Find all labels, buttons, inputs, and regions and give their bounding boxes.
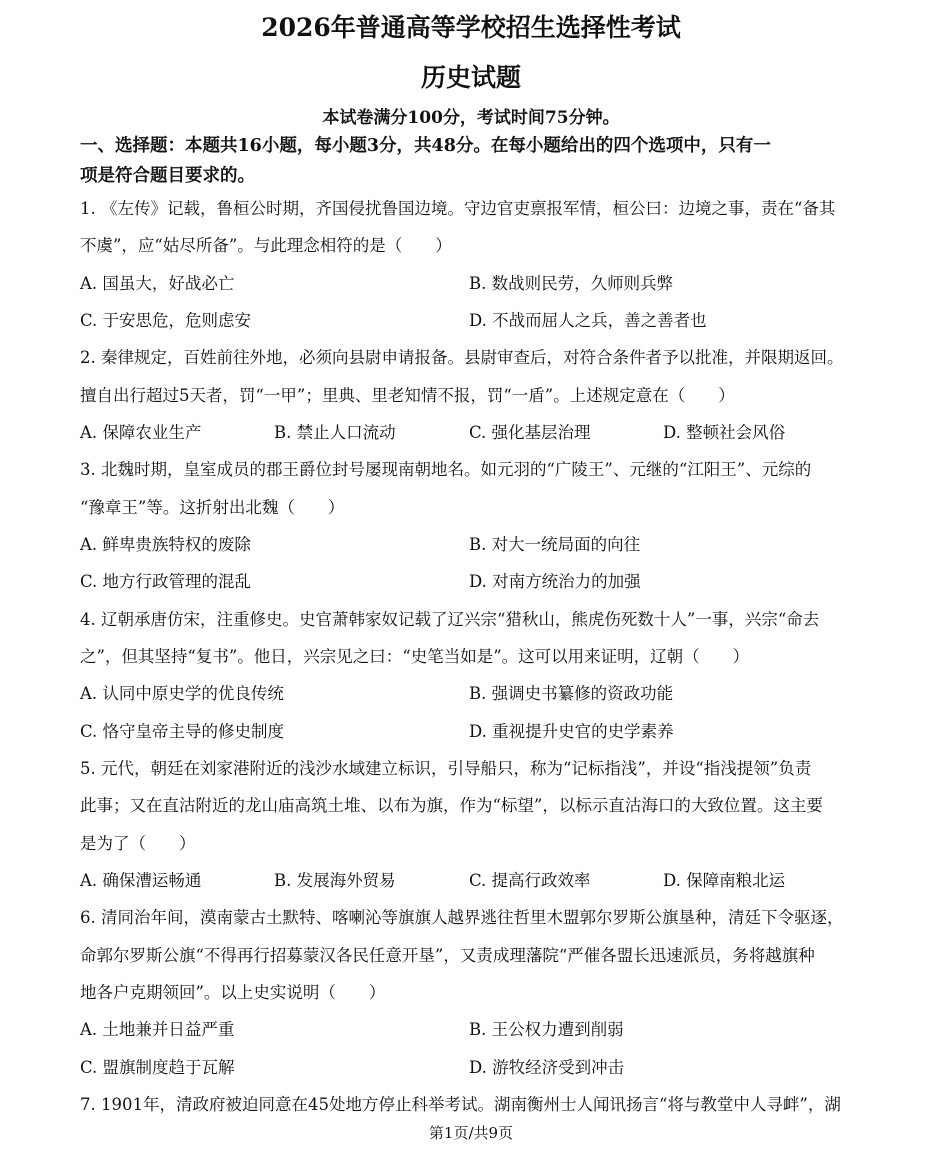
question-1-option-b: B. 数战则民劳，久师则兵弊: [469, 274, 674, 293]
question-5-option-d: D. 保障南粮北运: [663, 871, 786, 890]
question-3-text: “豫章王”等。这折射出北魏（ ）: [80, 498, 345, 517]
question-4-text: 之”，但其坚持“复书”。他日，兴宗见之曰：“史笔当如是”。这可以用来证明，辽朝（ ）: [80, 647, 750, 666]
question-3-option-b: B. 对大一统局面的向往: [469, 535, 641, 554]
question-2-text: 2. 秦律规定，百姓前往外地，必须向县尉申请报备。县尉审查后，对符合条件者予以批准，并限期返回。: [80, 348, 844, 367]
question-5-option-c: C. 提高行政效率: [469, 871, 591, 890]
question-6-option-d: D. 游牧经济受到冲击: [469, 1058, 625, 1077]
question-7-text: 7. 1901年，清政府被迫同意在45处地方停止科举考试。湖南衡州士人闻讯扬言“将与教堂中人寻衅”，湖: [80, 1095, 841, 1114]
question-1-option-a: A. 国虽大，好战必亡: [80, 274, 235, 293]
question-2-text: 擅自出行超过5天者，罚“一甲”；里典、里老知情不报，罚“一盾”。上述规定意在（ ）: [80, 386, 735, 405]
question-5-text: 此事；又在直沽附近的龙山庙高筑土堆、以布为旗，作为“标望”，以标示直沽海口的大致位置。这主要: [80, 796, 823, 815]
question-2-option-b: B. 禁止人口流动: [274, 423, 396, 442]
question-4-option-d: D. 重视提升史官的史学素养: [469, 722, 674, 741]
question-6-text: 6. 清同治年间，漠南蒙古土默特、喀喇沁等旗旗人越界逃往哲里木盟郭尔罗斯公旗垦种，清廷下令驱逐，: [80, 908, 844, 927]
question-4-text: 4. 辽朝承唐仿宋，注重修史。史官萧韩家奴记载了辽兴宗“猎秋山，熊虎伤死数十人”一事，兴宗“命去: [80, 610, 820, 629]
question-6-option-c: C. 盟旗制度趋于瓦解: [80, 1058, 235, 1077]
question-6-text: 命郭尔罗斯公旗“不得再行招募蒙汉各民任意开垦”，又责成理藩院“严催各盟长迅速派员，务将越旗种: [80, 946, 815, 965]
question-5-option-a: A. 确保漕运畅通: [80, 871, 202, 890]
question-6-option-a: A. 土地兼并日益严重: [80, 1020, 235, 1039]
question-2-option-d: D. 整顿社会风俗: [663, 423, 786, 442]
section-heading-line: 一、选择题：本题共16小题，每小题3分，共48分。在每小题给出的四个选项中，只有一: [80, 136, 771, 156]
question-2-option-c: C. 强化基层治理: [469, 423, 591, 442]
question-5-option-b: B. 发展海外贸易: [274, 871, 396, 890]
question-1-text: 不虞”，应“姑尽所备”。与此理念相符的是（ ）: [80, 236, 452, 255]
question-6-option-b: B. 王公权力遭到削弱: [469, 1020, 624, 1039]
question-3-option-c: C. 地方行政管理的混乱: [80, 572, 252, 591]
page-number: 第1页/共9页: [428, 1124, 514, 1142]
question-3-option-a: A. 鲜卑贵族特权的废除: [80, 535, 251, 554]
question-4-option-b: B. 强调史书纂修的资政功能: [469, 684, 674, 703]
section-heading-line: 项是符合题目要求的。: [80, 166, 255, 186]
exam-title: 2026年普通高等学校招生选择性考试: [261, 13, 681, 42]
question-1-option-d: D. 不战而屈人之兵，善之善者也: [469, 311, 707, 330]
question-4-option-c: C. 恪守皇帝主导的修史制度: [80, 722, 285, 741]
question-2-option-a: A. 保障农业生产: [80, 423, 202, 442]
question-1-text: 1. 《左传》记载，鲁桓公时期，齐国侵扰鲁国边境。守边官吏禀报军情，桓公曰：边境之事，责在“备其: [80, 199, 836, 218]
question-5-text: 是为了（ ）: [80, 834, 196, 853]
exam-note: 本试卷满分100分，考试时间75分钟。: [322, 108, 620, 128]
question-6-text: 地各户克期领回”。以上史实说明（ ）: [80, 983, 386, 1002]
question-1-option-c: C. 于安思危，危则虑安: [80, 311, 252, 330]
subject-title: 历史试题: [420, 63, 521, 92]
question-4-option-a: A. 认同中原史学的优良传统: [80, 684, 284, 703]
question-3-option-d: D. 对南方统治力的加强: [469, 572, 641, 591]
question-3-text: 3. 北魏时期，皇室成员的郡王爵位封号屡现南朝地名。如元羽的“广陵王”、元继的“江阳王”、元综的: [80, 460, 812, 479]
question-5-text: 5. 元代，朝廷在刘家港附近的浅沙水域建立标识，引导船只，称为“记标指浅”，并设“指浅提领”负责: [80, 759, 812, 778]
